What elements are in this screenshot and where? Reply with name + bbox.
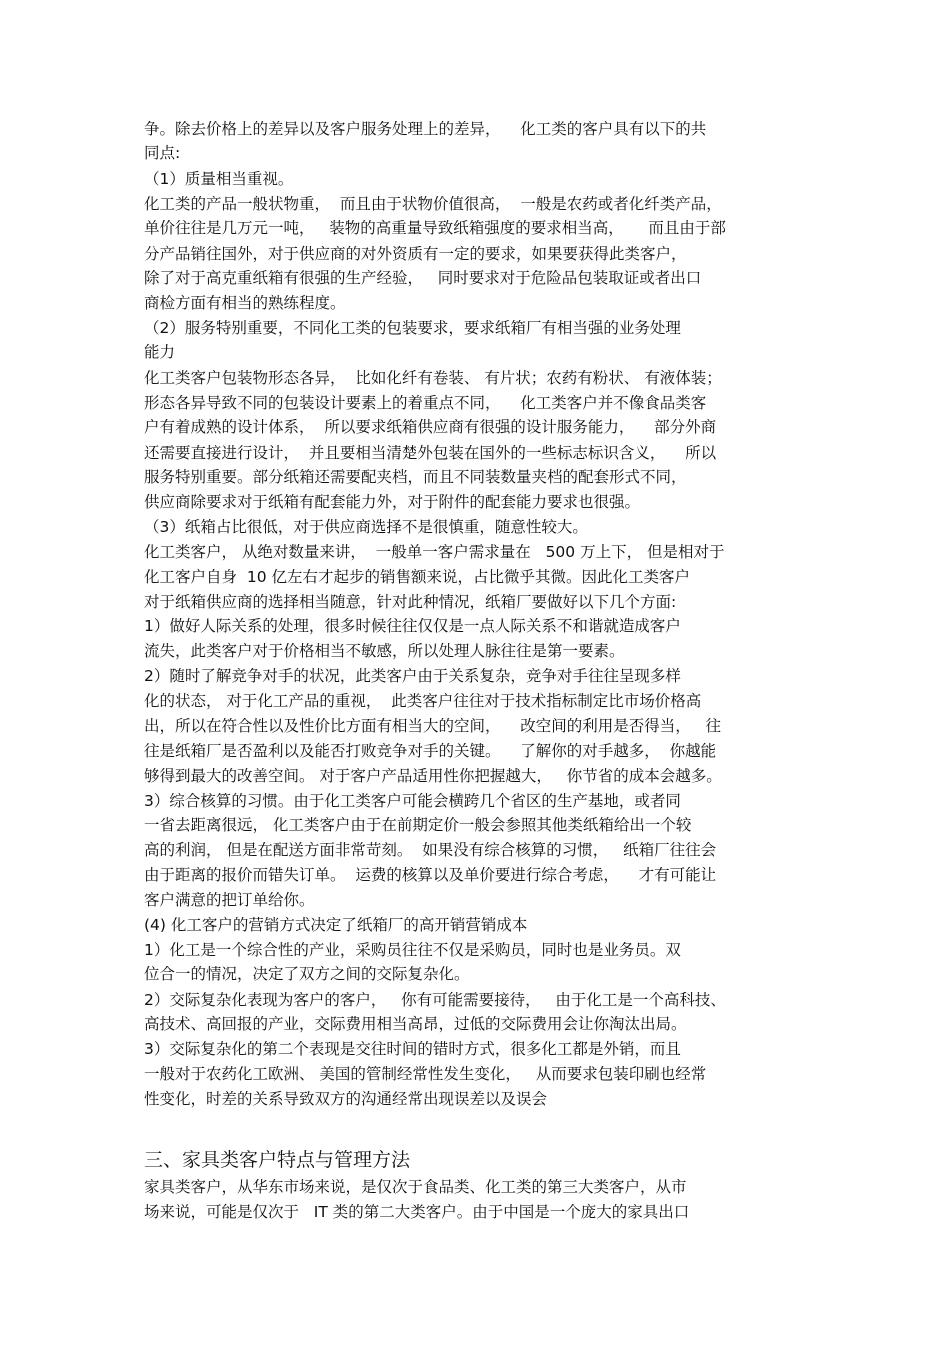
text-line: 争。除去价格上的差异以及客户服务处理上的差异， 化工类的客户具有以下的共 xyxy=(144,120,707,138)
text-line: 还需要直接进行设计， 并且要相当清楚外包装在国外的一些标志标识含义， 所以 xyxy=(144,444,717,462)
text-line: 化工类客户， 从绝对数量来讲， 一般单一客户需求量在 500 万上下， 但是相对于 xyxy=(144,543,725,561)
text-line: 客户满意的把订单给你。 xyxy=(144,891,315,909)
text-line: 够得到最大的改善空间。 对于客户产品适用性你把握越大， 你节省的成本会越多。 xyxy=(144,767,722,785)
text-line: 化工客户自身 10 亿左右才起步的销售额来说，占比微乎其微。因此化工类客户 xyxy=(144,568,691,586)
text-line: 除了对于高克重纸箱有很强的生产经验， 同时要求对于危险品包装取证或者出口 xyxy=(144,269,702,287)
text-line: （1）质量相当重视。 xyxy=(144,170,294,188)
text-line: 性变化，时差的关系导致双方的沟通经常出现误差以及误会 xyxy=(144,1090,548,1108)
text-line: 分产品销往国外，对于供应商的对外资质有一定的要求，如果要获得此类客户， xyxy=(144,245,687,263)
text-line: 家具类客户，从华东市场来说，是仅次于食品类、化工类的第三大类客户，从市 xyxy=(144,1178,687,1196)
section-heading: 三、家具类客户特点与管理方法 xyxy=(144,1149,411,1171)
text-line: 高的利润， 但是在配送方面非常苛刻。 如果没有综合核算的习惯， 纸箱厂往往会 xyxy=(144,841,717,859)
text-line: 化工类的产品一般状物重， 而且由于状物价值很高， 一般是农药或者化纤类产品， xyxy=(144,195,722,213)
text-line: 对于纸箱供应商的选择相当随意，针对此种情况，纸箱厂要做好以下几个方面: xyxy=(144,593,677,611)
text-line: 服务特别重要。部分纸箱还需要配夹档，而且不同装数量夹档的配套形式不同， xyxy=(144,468,687,486)
text-line: （2）服务特别重要，不同化工类的包装要求，要求纸箱厂有相当强的业务处理 xyxy=(144,319,681,337)
text-line: 1）做好人际关系的处理，很多时候往往仅仅是一点人际关系不和谐就造成客户 xyxy=(144,617,681,635)
text-line: 一般对于农药化工欧洲、 美国的管制经常性发生变化， 从而要求包装印刷也经常 xyxy=(144,1065,707,1083)
text-line: 3）综合核算的习惯。由于化工类客户可能会横跨几个省区的生产基地，或者同 xyxy=(144,792,681,810)
text-line: 2）交际复杂化表现为客户的客户， 你有可能需要接待， 由于化工是一个高科技、 xyxy=(144,991,726,1009)
text-line: 同点: xyxy=(144,144,181,162)
text-line: 商检方面有相当的熟练程度。 xyxy=(144,294,346,312)
text-line: 户有着成熟的设计体系， 所以要求纸箱供应商有很强的设计服务能力， 部分外商 xyxy=(144,418,717,436)
text-line: 往是纸箱厂是否盈利以及能否打败竞争对手的关键。 了解你的对手越多， 你越能 xyxy=(144,742,717,760)
text-line: 供应商除要求对于纸箱有配套能力外，对于附件的配套能力要求也很强。 xyxy=(144,493,641,511)
text-line: （3）纸箱占比很低，对于供应商选择不是很慎重，随意性较大。 xyxy=(144,518,588,536)
text-line: 位合一的情况，决定了双方之间的交际复杂化。 xyxy=(144,965,470,983)
text-line: 由于距离的报价而错失订单。 运费的核算以及单价要进行综合考虑， 才有可能让 xyxy=(144,866,717,884)
text-line: 3）交际复杂化的第二个表现是交往时间的错时方式，很多化工都是外销，而且 xyxy=(144,1040,681,1058)
text-line: 出，所以在符合性以及性价比方面有相当大的空间， 改空间的利用是否得当， 往 xyxy=(144,717,721,735)
text-line: 高技术、高回报的产业，交际费用相当高昂，过低的交际费用会让你淘汰出局。 xyxy=(144,1015,687,1033)
text-line: 单价往往是几万元一吨， 装物的高重量导致纸箱强度的要求相当高， 而且由于部 xyxy=(144,219,726,237)
text-line: 流失，此类客户对于价格相当不敏感，所以处理人脉往往是第一要素。 xyxy=(144,642,625,660)
text-line: 1）化工是一个综合性的产业，采购员往往不仅是采购员，同时也是业务员。双 xyxy=(144,941,681,959)
text-line: 场来说，可能是仅次于 IT 类的第二大类客户。由于中国是一个庞大的家具出口 xyxy=(144,1203,690,1221)
text-line: 2）随时了解竞争对手的状况，此类客户由于关系复杂，竞争对手往往呈现多样 xyxy=(144,667,681,685)
text-line: 化工类客户包装物形态各异， 比如化纤有卷装、 有片状；农药有粉状、 有液体装； xyxy=(144,369,722,387)
text-line: 能力 xyxy=(144,343,176,361)
text-line: (4) 化工客户的营销方式决定了纸箱厂的高开销营销成本 xyxy=(144,916,528,934)
text-line: 化的状态， 对于化工产品的重视， 此类客户往往对于技术指标制定比市场价格高 xyxy=(144,692,702,710)
text-line: 形态各异导致不同的包装设计要素上的着重点不同， 化工类客户并不像食品类客 xyxy=(144,394,707,412)
text-line: 一省去距离很远， 化工类客户由于在前期定价一般会参照其他类纸箱给出一个较 xyxy=(144,816,692,834)
